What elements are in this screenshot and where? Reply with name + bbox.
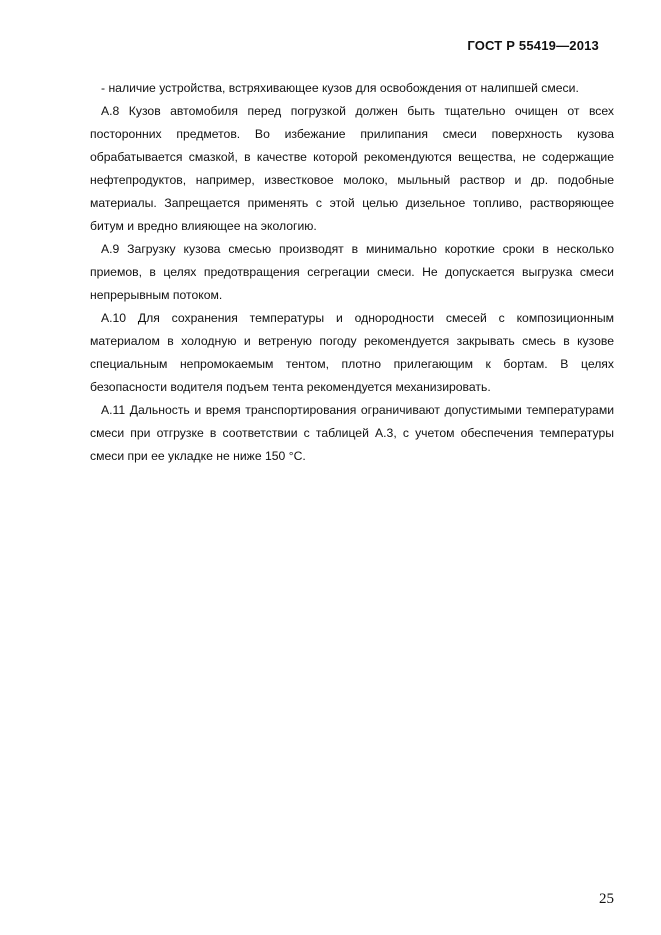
paragraph-shaker-device: - наличие устройства, встряхивающее кузов для освобождения от налипшей смеси. bbox=[101, 81, 579, 95]
paragraph-a9: А.9 Загрузку кузова смесью производят в минимально короткие сроки в несколько приемов, в целях предотвращения сегрегации смеси. Не допускается выгрузка смеси непрерывным потоком. bbox=[90, 242, 614, 302]
document-header-code: ГОСТ Р 55419—2013 bbox=[467, 38, 599, 53]
paragraph-a11: А.11 Дальность и время транспортирования ограничивают допустимыми температурами смеси при отгрузке в соответствии с таблицей А.3, с учетом обеспечения температуры смеси при ее укладке не ниже 150 °С. bbox=[90, 403, 614, 463]
paragraph-a10: А.10 Для сохранения температуры и однородности смесей с композиционным материалом в холодную и ветреную погоду рекомендуется закрывать смесь в кузове специальным непромокаемым тентом, плотно прилегающим к бортам. В целях безопасности водителя подъем тента рекомендуется механизировать. bbox=[90, 311, 614, 394]
document-body bbox=[90, 77, 614, 468]
paragraph-a8: А.8 Кузов автомобиля перед погрузкой должен быть тщательно очищен от всех посторонних предметов. Во избежание прилипания смеси поверхность кузова обрабатывается смазкой, в качестве которой рекомендуются вещества, не содержащие нефтепродуктов, например, известковое молоко, мыльный раствор и др. подобные материалы. Запрещается применять с этой целью дизельное топливо, растворяющее битум и вредно влияющее на экологию. bbox=[90, 104, 614, 233]
page-number: 25 bbox=[599, 891, 614, 907]
